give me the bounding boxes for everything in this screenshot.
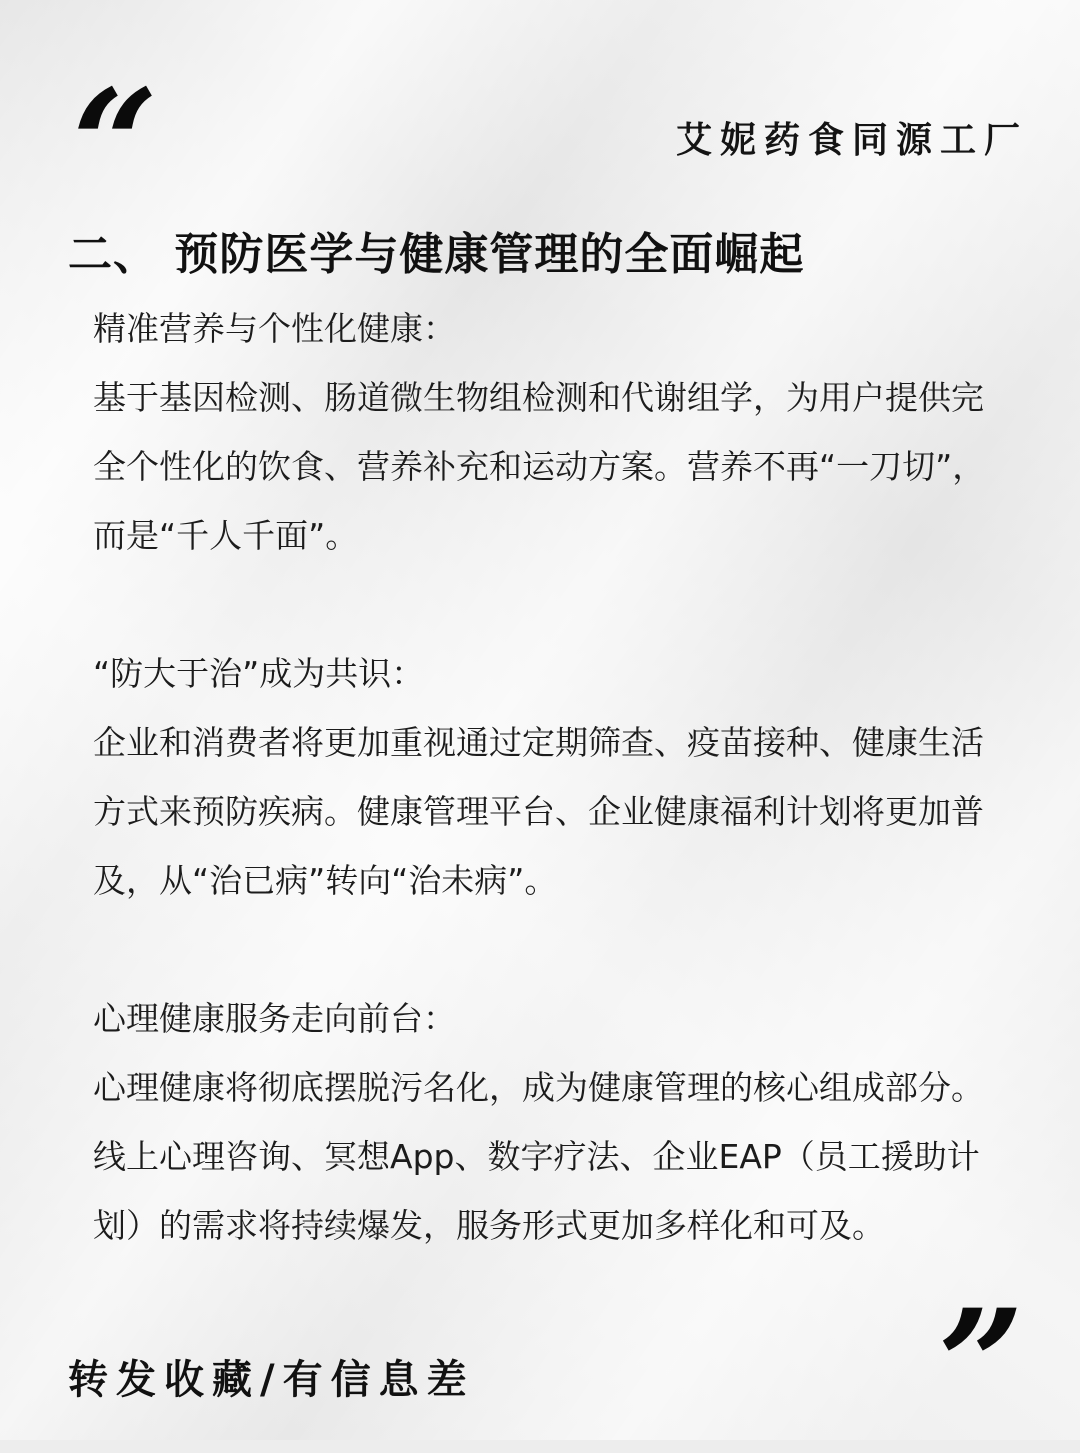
section-body: 企业和消费者将更加重视通过定期筛查、疫苗接种、健康生活方式来预防疾病。健康管理平台、企业健康福利计划将更加普及，从“治已病”转向“治未病”。	[93, 723, 984, 900]
section-heading: 心理健康服务走向前台：	[93, 999, 456, 1038]
section-prevention	[93, 639, 993, 915]
section-body: 心理健康将彻底摆脱污名化，成为健康管理的核心组成部分。线上心理咨询、冥想App、数字疗法、企业EAP（员工援助计划）的需求将持续爆发，服务形式更加多样化和可及。	[93, 1068, 984, 1245]
brand-name: 艾妮药食同源工厂	[675, 120, 1028, 161]
open-quote-icon: “	[72, 57, 159, 233]
article-body	[93, 294, 993, 1260]
footer-slogan: 转发收藏/有信息差	[68, 1357, 475, 1403]
section-heading: “防大于治”成为共识：	[93, 654, 425, 693]
section-precision-nutrition	[93, 294, 993, 570]
close-quote-icon: ”	[938, 1277, 1025, 1453]
section-mental-health	[93, 984, 993, 1260]
section-body: 基于基因检测、肠道微生物组检测和代谢组学，为用户提供完全个性化的饮食、营养补充和运动方案。营养不再“一刀切”，而是“千人千面”。	[93, 378, 986, 555]
section-heading: 精准营养与个性化健康：	[93, 309, 456, 348]
page-title: 二、 预防医学与健康管理的全面崛起	[68, 229, 805, 280]
